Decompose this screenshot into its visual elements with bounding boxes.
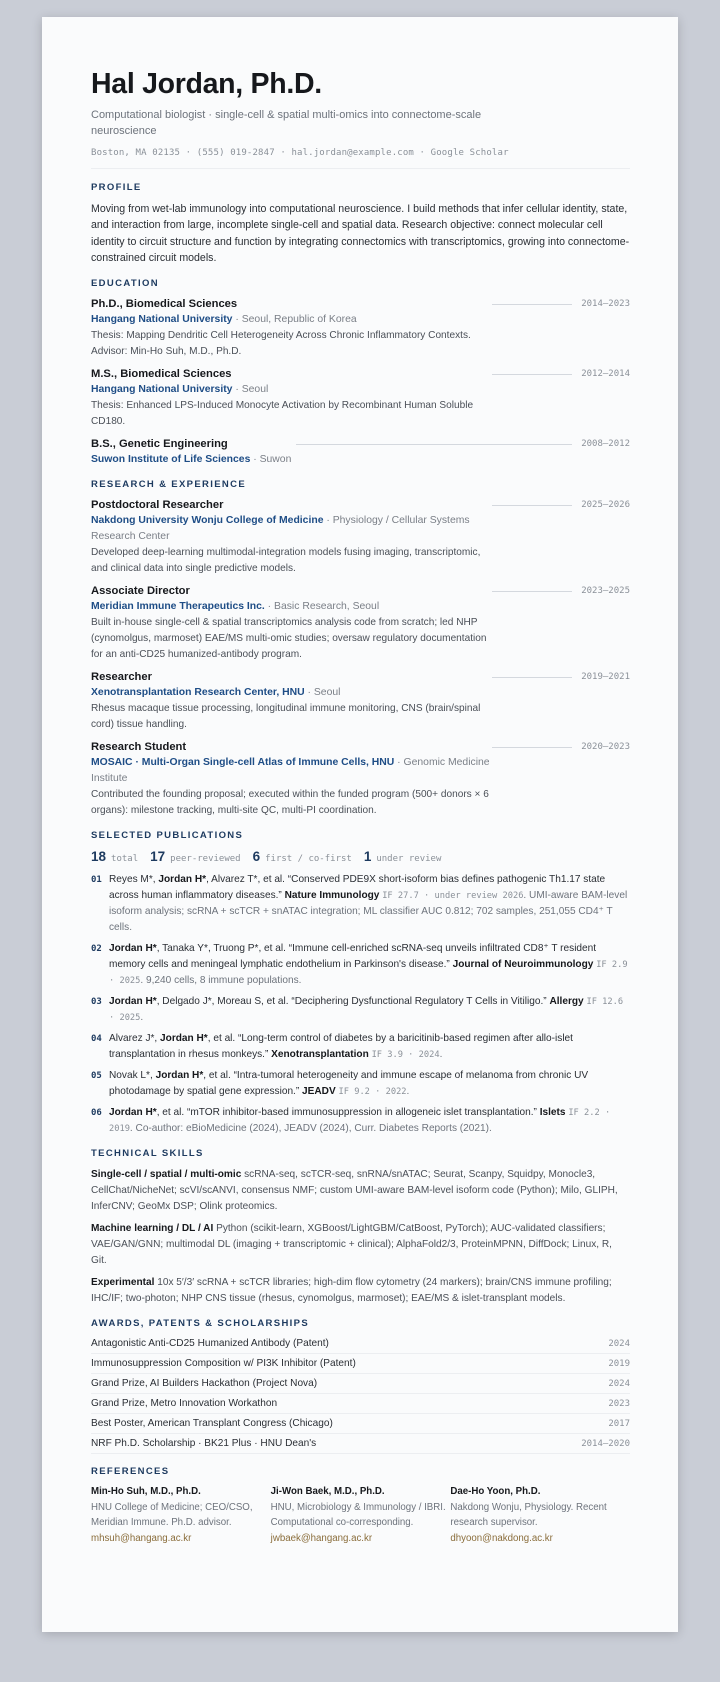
publication-metrics: IF 2.9 · 2025 xyxy=(109,960,628,987)
publication-note: . xyxy=(439,1049,443,1061)
entry-location: · Seoul xyxy=(304,687,341,699)
publication-note: . xyxy=(140,1012,144,1024)
skills-heading: TECHNICAL SKILLS xyxy=(91,1148,204,1160)
publication-title: “mTOR inhibitor-based immunosuppression in allogeneic islet transplantation.” xyxy=(186,1107,537,1119)
reference-description: HNU College of Medicine; CEO/CSO, Meridian Immune. Ph.D. advisor. xyxy=(91,1501,253,1529)
references-heading: REFERENCES xyxy=(91,1466,170,1478)
leader-line xyxy=(492,591,572,592)
stat-number: 6 xyxy=(252,849,261,865)
entry-org-line xyxy=(91,685,493,701)
education-entry xyxy=(91,296,630,360)
publication-self-author: Jordan H* xyxy=(160,1033,208,1045)
award-name: Immunosuppression Composition w/ PI3K Inhibitor (Patent) xyxy=(91,1358,356,1370)
entry-description: Rhesus macaque tissue processing, longitudinal immune monitoring, CNS (brain/spinal cord) tissue handling. xyxy=(91,703,481,731)
entry-location: · Seoul xyxy=(232,384,269,396)
stat-number: 1 xyxy=(363,849,372,865)
entry-title: Researcher xyxy=(91,671,152,684)
entry-dates: 2023–2025 xyxy=(581,586,630,597)
reference-description: HNU, Microbiology & Immunology / IBRI. Computational co-corresponding. xyxy=(270,1501,446,1529)
publication-item xyxy=(91,1105,630,1137)
entry-org-line xyxy=(91,513,493,545)
publication-self-author: Jordan H* xyxy=(109,943,157,955)
award-row xyxy=(91,1354,630,1374)
publication-note: . Co-author: eBioMedicine (2024), JEADV (2024), Curr. Diabetes Reports (2021). xyxy=(129,1123,492,1135)
skill-group xyxy=(91,1221,630,1269)
stat-label: under review xyxy=(376,854,442,865)
publication-journal: Nature Immunology xyxy=(284,890,380,902)
candidate-name: Hal Jordan, Ph.D. xyxy=(91,68,322,100)
entry-location: · Genomic Medicine Institute xyxy=(91,757,490,785)
entry-location: · Seoul, Republic of Korea xyxy=(232,314,357,326)
stat-label: peer-reviewed xyxy=(170,854,241,865)
publication-list xyxy=(91,872,630,1137)
education-entry xyxy=(91,436,630,468)
publication-item xyxy=(91,994,630,1026)
publication-self-author: Jordan H* xyxy=(155,1070,204,1082)
entry-org-line xyxy=(91,452,493,468)
publication-citation xyxy=(109,994,630,1026)
entry-org-line xyxy=(91,755,493,787)
entry-description: Thesis: Mapping Dendritic Cell Heterogeneity Across Chronic Inflammatory Contexts. Advisor: Min-Ho Suh, M.D., Ph.D. xyxy=(91,330,471,358)
skill-label: Machine learning / DL / AI xyxy=(91,1223,214,1235)
publication-title: “Long-term control of diabetes by a baricitinib-based regimen after allo-islet transplantation in rhesus monkeys.” xyxy=(109,1033,573,1061)
entry-description: Built in-house single-cell & spatial transcriptomics analysis code from scratch; led NHP (cynomolgus, marmoset) EAE/MS multi-omic studies; oversaw regulatory documentation for an anti-CD25 humanized-antibody program. xyxy=(91,617,487,661)
publication-metrics: IF 9.2 · 2022 xyxy=(338,1087,407,1098)
publication-self-author: Jordan H* xyxy=(158,874,207,886)
education-heading: EDUCATION xyxy=(91,278,159,290)
entry-dates: 2020–2023 xyxy=(581,742,630,753)
publication-note: . UMI-aware BAM-level isoform analysis; scRNA + scTCR + snATAC integration; ML classifier AUC 0.812; 702 samples, 251,055 CD4⁺ T cells. xyxy=(109,890,628,934)
award-year: 2014–2020 xyxy=(581,1438,630,1449)
publication-metrics: IF 3.9 · 2024 xyxy=(371,1050,440,1061)
award-name: NRF Ph.D. Scholarship · BK21 Plus · HNU Dean's xyxy=(91,1438,317,1450)
entry-dates: 2014–2023 xyxy=(581,299,630,310)
publication-note: . xyxy=(406,1086,410,1098)
publication-self-author: Jordan H* xyxy=(109,996,157,1008)
publication-authors: , Delgado J*, Moreau S, et al. xyxy=(156,996,292,1008)
award-year: 2024 xyxy=(608,1378,630,1389)
leader-line xyxy=(492,304,572,305)
publication-journal: Journal of Neuroimmunology xyxy=(452,959,594,971)
entry-dates: 2019–2021 xyxy=(581,672,630,683)
award-year: 2017 xyxy=(608,1418,630,1429)
reference-name: Dae-Ho Yoon, Ph.D. xyxy=(450,1486,541,1498)
award-row xyxy=(91,1334,630,1354)
publication-journal: JEADV xyxy=(302,1086,336,1098)
skill-text: scRNA-seq, scTCR-seq, snRNA/snATAC; Seurat, Scanpy, Squidpy, Monocle3, CellChat/NicheNet; scVI/scANVI, consensus NMF; custom UMI-aware BAM-level isoform code (Python); Milo, GLIPH, InferCNV; GeoMx DSP; Olink proteomics. xyxy=(91,1169,618,1213)
publication-title: “Immune cell-enriched scRNA-seq unveils infiltrated CD8⁺ T resident memory cells and meningeal lymphatic endothelium in Parkinson's disease.” xyxy=(109,943,597,971)
publication-number: 06 xyxy=(91,1108,102,1119)
entry-org-line xyxy=(91,312,493,328)
publication-journal: Islets xyxy=(539,1107,566,1119)
entry-org-line xyxy=(91,599,493,615)
publication-authors-pre: Novak L*, xyxy=(109,1070,156,1082)
leader-line xyxy=(492,374,572,375)
entry-title: Postdoctoral Researcher xyxy=(91,499,224,512)
publication-stats xyxy=(91,848,630,868)
entry-org: Hangang National University xyxy=(91,384,233,396)
entry-location: · Suwon xyxy=(250,454,292,466)
publication-note: . 9,240 cells, 8 immune populations. xyxy=(140,975,302,987)
award-name: Antagonistic Anti-CD25 Humanized Antibody (Patent) xyxy=(91,1338,329,1350)
leader-line xyxy=(296,444,572,445)
stat-label: total xyxy=(111,854,139,865)
entry-dates: 2012–2014 xyxy=(581,369,630,380)
publication-item xyxy=(91,872,630,936)
award-year: 2023 xyxy=(608,1398,630,1409)
publication-citation xyxy=(109,1031,630,1063)
entry-title: Ph.D., Biomedical Sciences xyxy=(91,298,238,311)
leader-line xyxy=(492,505,572,506)
award-name: Grand Prize, Metro Innovation Workathon xyxy=(91,1398,278,1410)
publication-number: 03 xyxy=(91,997,102,1008)
skill-text: Python (scikit-learn, XGBoost/LightGBM/CatBoost, PyTorch); AUC-validated classifiers; VAE/GAN/GNN; multimodal DL (imaging + transcriptomic + clinical); AlphaFold2/3, ProteinMPNN, DiffDock; Linux, R, Git. xyxy=(91,1223,612,1267)
reference-email-link[interactable]: mhsuh@hangang.ac.kr xyxy=(91,1532,192,1544)
education-entry xyxy=(91,366,630,430)
publication-citation xyxy=(109,1068,630,1100)
entry-org: Meridian Immune Therapeutics Inc. xyxy=(91,601,265,613)
publication-authors: , et al. xyxy=(156,1107,187,1119)
publication-authors: , Tanaka Y*, Truong P*, et al. xyxy=(156,943,289,955)
tagline: Computational biologist · single-cell & spatial multi-omics into connectome-scale neuroscience xyxy=(91,109,482,137)
entry-org: Hangang National University xyxy=(91,314,233,326)
entry-title: Associate Director xyxy=(91,585,190,598)
entry-org: MOSAIC · Multi-Organ Single-cell Atlas of Immune Cells, HNU xyxy=(91,757,395,769)
entry-org: Nakdong University Wonju College of Medicine xyxy=(91,515,324,527)
entry-org: Suwon Institute of Life Sciences xyxy=(91,454,251,466)
experience-entry xyxy=(91,739,630,819)
reference-email-link[interactable]: dhyoon@nakdong.ac.kr xyxy=(450,1532,553,1544)
publication-title: “Conserved PDE9X short-isoform bias defines pathogenic Th1.17 state across human inflammatory diseases.” xyxy=(109,874,606,902)
publication-authors: , et al. xyxy=(207,1033,239,1045)
skill-group xyxy=(91,1275,630,1307)
experience-heading: RESEARCH & EXPERIENCE xyxy=(91,479,247,491)
award-name: Best Poster, American Transplant Congress (Chicago) xyxy=(91,1418,333,1430)
entry-location: · Physiology / Cellular Systems Research Center xyxy=(91,515,470,543)
entry-description: Thesis: Enhanced LPS-Induced Monocyte Activation by Recombinant Human Soluble CD180. xyxy=(91,400,474,428)
experience-entry xyxy=(91,583,630,663)
publication-item xyxy=(91,941,630,989)
skill-text: 10x 5′/3′ scRNA + scTCR libraries; high-dim flow cytometry (24 markers); brain/CNS immune profiling; IHC/IF; two-photon; NHP CNS tissue (rhesus, cynomolgus, marmoset); EAE/MS & islet-transplant models. xyxy=(91,1277,612,1305)
entry-location: · Basic Research, Seoul xyxy=(264,601,380,613)
publication-authors: , et al. xyxy=(203,1070,234,1082)
publication-item xyxy=(91,1068,630,1100)
publication-authors-pre: Alvarez J*, xyxy=(109,1033,161,1045)
entry-org-line xyxy=(91,382,493,398)
reference-name: Ji-Won Baek, M.D., Ph.D. xyxy=(270,1486,385,1498)
publication-journal: Allergy xyxy=(549,996,584,1008)
profile-heading: PROFILE xyxy=(91,182,142,193)
awards-list xyxy=(91,1334,630,1454)
entry-dates: 2025–2026 xyxy=(581,500,630,511)
entry-title: M.S., Biomedical Sciences xyxy=(91,368,232,381)
skill-label: Single-cell / spatial / multi-omic xyxy=(91,1169,242,1181)
entry-org: Xenotransplantation Research Center, HNU xyxy=(91,687,305,699)
publication-title: “Intra-tumoral heterogeneity and immune escape of melanoma from chronic UV photodamage by spatial gene expression.” xyxy=(109,1070,589,1098)
experience-entry xyxy=(91,669,630,733)
skill-group xyxy=(91,1167,630,1215)
publication-number: 01 xyxy=(91,875,102,886)
award-row xyxy=(91,1394,630,1414)
publication-citation xyxy=(109,941,630,989)
publication-authors-pre: Reyes M*, xyxy=(109,874,159,886)
entry-description: Contributed the founding proposal; executed within the funded program (500+ donors × 6 organs): milestone tracking, multi-site QC, multi-PI coordination. xyxy=(91,789,489,817)
publication-journal: Xenotransplantation xyxy=(271,1049,369,1061)
references-list xyxy=(91,1484,630,1546)
publication-metrics: IF 12.6 · 2025 xyxy=(109,997,624,1024)
publication-title: “Deciphering Dysfunctional Regulatory T Cells in Vitiligo.” xyxy=(291,996,547,1008)
leader-line xyxy=(492,677,572,678)
stat-number: 17 xyxy=(150,849,166,865)
publication-authors: , Alvarez T*, et al. xyxy=(206,874,288,886)
publication-citation xyxy=(109,872,630,936)
award-year: 2024 xyxy=(608,1338,630,1349)
publication-number: 02 xyxy=(91,944,102,955)
publication-citation xyxy=(109,1105,630,1137)
entry-description: Developed deep-learning multimodal-integration models fusing imaging, transcriptomic, and clinical data into single predictive models. xyxy=(91,547,481,575)
award-row xyxy=(91,1374,630,1394)
publication-number: 05 xyxy=(91,1071,102,1082)
reference-description: Nakdong Wonju, Physiology. Recent research supervisor. xyxy=(450,1501,607,1529)
contact-line: Boston, MA 02135 · (555) 019-2847 · hal.jordan@example.com · Google Scholar xyxy=(91,148,509,158)
profile-text: Moving from wet-lab immunology into computational neuroscience. I build methods that infer cellular identity, state, and interaction from large, incomplete single-cell and spatial data. Research objective: connect molecular cell identity to circuit structure and function by integrating connectomics with transcriptomics, growing into connectome-constrained circuit models. xyxy=(91,203,630,264)
skill-label: Experimental xyxy=(91,1277,155,1289)
award-name: Grand Prize, AI Builders Hackathon (Project Nova) xyxy=(91,1378,318,1390)
reference-email-link[interactable]: jwbaek@hangang.ac.kr xyxy=(270,1532,373,1544)
award-row xyxy=(91,1434,630,1454)
entry-title: Research Student xyxy=(91,741,187,754)
publication-number: 04 xyxy=(91,1034,102,1045)
publication-metrics: IF 27.7 · under review 2026 xyxy=(382,891,524,902)
award-row xyxy=(91,1414,630,1434)
entry-title: B.S., Genetic Engineering xyxy=(91,438,228,451)
reference-name: Min-Ho Suh, M.D., Ph.D. xyxy=(91,1486,201,1498)
stat-number: 18 xyxy=(91,849,107,865)
leader-line xyxy=(492,747,572,748)
stat-label: first / co-first xyxy=(265,854,352,865)
experience-entry xyxy=(91,497,630,577)
reference-card xyxy=(271,1484,451,1546)
reference-card xyxy=(91,1484,271,1546)
publication-metrics: IF 2.2 · 2019 xyxy=(109,1108,611,1135)
header-divider xyxy=(91,168,630,169)
publication-self-author: Jordan H* xyxy=(109,1107,157,1119)
publications-heading: SELECTED PUBLICATIONS xyxy=(91,830,244,842)
publication-item xyxy=(91,1031,630,1063)
awards-heading: AWARDS, PATENTS & SCHOLARSHIPS xyxy=(91,1318,310,1330)
entry-dates: 2008–2012 xyxy=(581,439,630,450)
award-year: 2019 xyxy=(608,1358,630,1369)
resume-page xyxy=(42,17,678,1632)
reference-card xyxy=(450,1484,630,1546)
